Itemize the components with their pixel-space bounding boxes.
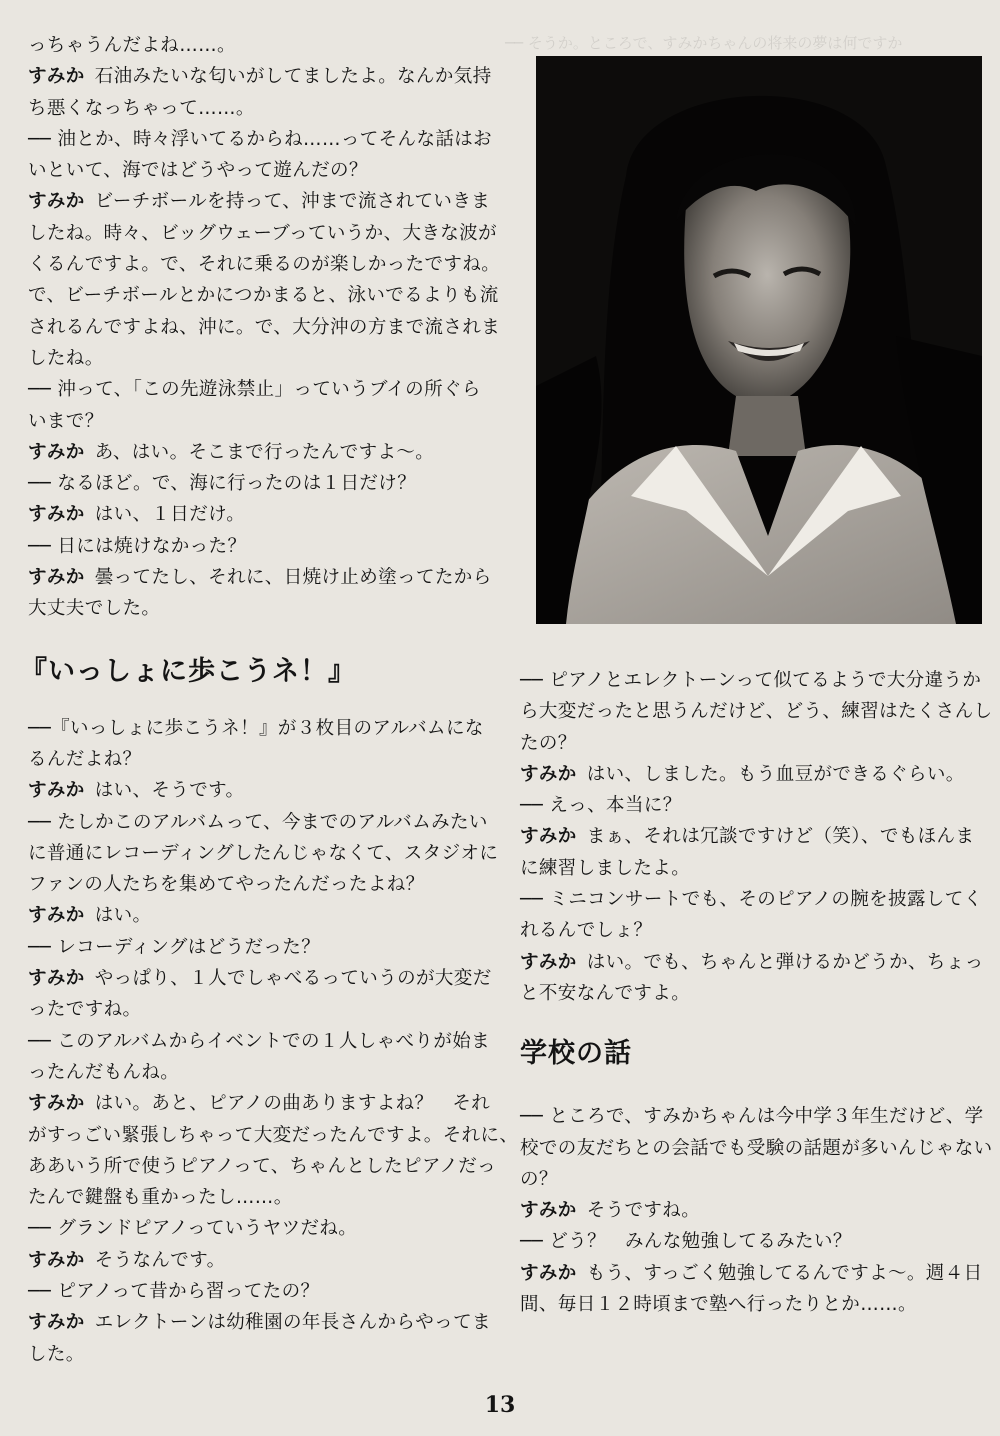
line-text: あ、はい。そこまで行ったんですよ〜。 — [94, 441, 435, 463]
line-text: ── このアルバムからイベントでの１人しゃべりが始ま — [28, 1030, 491, 1052]
text-line — [28, 218, 497, 249]
line-text: はい。でも、ちゃんと弾けるかどうか、ちょっ — [586, 951, 984, 973]
line-text: 石油みたいな匂いがしてましたよ。なんか気持 — [94, 66, 492, 88]
line-text: されるんですよね、沖に。で、大分沖の方まで流されま — [28, 316, 501, 338]
line-text: ったですね。 — [28, 999, 142, 1021]
line-text: ── たしかこのアルバムって、今までのアルバムみたい — [28, 811, 488, 833]
speaker-label: すみか — [28, 504, 85, 526]
line-text: ── ピアノとエレクトーンって似てるようで大分違うか — [520, 670, 982, 691]
line-text: したね。 — [28, 347, 104, 369]
text-line — [28, 1245, 490, 1276]
text-line — [28, 1120, 519, 1151]
line-text: がすっごい緊張しちゃって大変だったんですよ。それに、 — [28, 1124, 519, 1146]
text-line — [28, 1276, 490, 1307]
line-text: ち悪くなっちゃって……。 — [28, 97, 255, 119]
text-line — [28, 1182, 490, 1213]
text-line — [520, 759, 970, 790]
line-text: たの？ — [520, 732, 577, 754]
text-line — [28, 593, 490, 624]
text-line — [28, 499, 490, 530]
speaker-label: すみか — [520, 763, 577, 785]
right-text-block-2 — [520, 1101, 993, 1320]
text-line — [28, 963, 490, 994]
text-line — [520, 1289, 970, 1320]
speaker-label: すみか — [28, 567, 85, 589]
speaker-label: すみか — [28, 1249, 85, 1271]
speaker-label: すみか — [28, 1093, 85, 1115]
text-line — [28, 562, 490, 593]
line-text: もう、すっごく勉強してるんですよ〜。週４日 — [586, 1262, 983, 1284]
speaker-label: すみか — [28, 780, 85, 802]
page-number: 13 — [484, 1392, 516, 1418]
text-line — [28, 775, 490, 806]
line-text: ── 日には焼けなかった？ — [28, 535, 247, 557]
line-text: 校での友だちとの会話でも受験の話題が多いんじゃない — [520, 1137, 993, 1159]
text-line — [520, 696, 993, 727]
left-text-block — [28, 30, 501, 625]
line-text: たんで鍵盤も重かったし……。 — [28, 1187, 293, 1209]
text-line — [28, 406, 490, 437]
speaker-label: すみか — [28, 191, 85, 213]
text-line — [28, 994, 490, 1025]
line-text: ── ミニコンサートでも、そのピアノの腕を披露してく — [520, 889, 983, 911]
left-column — [20, 30, 519, 1370]
text-line — [28, 468, 490, 499]
text-line — [28, 1213, 490, 1244]
text-line — [520, 1164, 970, 1195]
line-text: ── どう？ みんな勉強してるみたい？ — [520, 1231, 852, 1253]
line-text: ── 油とか、時々浮いてるからね……ってそんな話はお — [28, 128, 493, 150]
line-text: そうなんです。 — [94, 1249, 226, 1271]
text-line — [28, 1026, 490, 1057]
text-line — [28, 312, 501, 343]
line-text: ── ピアノって昔から習ってたの？ — [28, 1280, 320, 1302]
line-text: の？ — [520, 1168, 558, 1190]
text-line — [28, 838, 499, 869]
line-text: はい、１日だけ。 — [94, 504, 246, 526]
line-text: いといて、海ではどうやって遊んだの？ — [28, 160, 368, 182]
text-line — [520, 978, 970, 1009]
speaker-label: すみか — [28, 905, 85, 927]
line-text: ああいう所で使うピアノって、ちゃんとしたピアノだっ — [28, 1155, 497, 1177]
line-text: 間、毎日１２時頃まで塾へ行ったりとか……。 — [520, 1294, 917, 1316]
line-text: ったんだもんね。 — [28, 1061, 180, 1083]
speaker-label: すみか — [520, 951, 577, 973]
line-text: に練習しましたよ。 — [520, 857, 691, 879]
speaker-label: すみか — [28, 1312, 85, 1334]
text-line — [28, 124, 493, 155]
text-line — [28, 374, 490, 405]
speaker-label: すみか — [520, 826, 577, 848]
text-line — [520, 1101, 984, 1132]
line-text: はい、そうです。 — [94, 780, 245, 802]
text-line — [28, 1339, 490, 1370]
portrait-photo — [536, 56, 982, 624]
right-text-block — [520, 665, 993, 1009]
line-text: っちゃうんだよね……。 — [28, 35, 236, 56]
line-text: 大丈夫でした。 — [28, 598, 161, 620]
text-line — [28, 437, 490, 468]
section-heading-album: 『いっしょに歩こうネ！』 — [20, 655, 356, 687]
text-line — [28, 30, 490, 61]
line-text: ── えっ、本当に？ — [520, 795, 682, 817]
line-text: るんだよね？ — [28, 748, 142, 770]
text-line — [28, 93, 490, 124]
section-heading-school: 学校の話 — [520, 1038, 632, 1070]
text-line — [28, 1151, 497, 1182]
line-text: エレクトーンは幼稚園の年長さんからやってま — [94, 1312, 491, 1334]
line-text: ── なるほど。で、海に行ったのは１日だけ？ — [28, 473, 417, 495]
show-through-text: ── そうか。ところで、すみかちゃんの将来の夢は何ですか — [505, 34, 903, 52]
line-text: ファンの人たちを集めてやったんだったよね？ — [28, 874, 425, 896]
text-line — [28, 900, 490, 931]
text-line — [28, 531, 490, 562]
text-line — [520, 1226, 970, 1257]
line-text: ── グランドピアノっていうヤツだね。 — [28, 1218, 358, 1240]
line-text: ── 沖って、「この先遊泳禁止」っていうブイの所ぐら — [28, 379, 481, 401]
text-line — [520, 821, 975, 852]
line-text: れるんでしょ？ — [520, 920, 653, 942]
line-text: ビーチボールを持って、沖まで流されていきま — [94, 191, 491, 213]
text-line — [520, 915, 970, 946]
line-text: はい。あと、ピアノの曲ありますよね？ それ — [94, 1093, 491, 1115]
text-line — [520, 1258, 983, 1289]
text-line — [28, 249, 501, 280]
line-text: まぁ、それは冗談ですけど（笑）、でもほんま — [586, 826, 975, 848]
line-text: ら大変だったと思うんだけど、どう、練習はたくさんし — [520, 701, 993, 723]
text-line — [28, 343, 490, 374]
line-text: やっぱり、１人でしゃべるっていうのが大変だ — [94, 968, 492, 990]
right-column — [520, 665, 993, 1320]
line-text: ── レコーディングはどうだった？ — [28, 936, 321, 958]
text-line — [28, 1307, 490, 1338]
line-text: した。 — [28, 1343, 85, 1365]
line-text: ──『いっしょに歩こうネ！』が３枚目のアルバムにな — [28, 717, 484, 739]
line-text: したね。時々、ビッグウェーブっていうか、大きな波が — [28, 222, 497, 244]
text-line — [520, 947, 984, 978]
speaker-label: すみか — [28, 441, 85, 463]
text-line — [520, 790, 970, 821]
speaker-label: すみか — [520, 1200, 577, 1222]
speaker-label: すみか — [28, 66, 85, 88]
text-line — [28, 61, 490, 92]
text-line — [520, 1133, 993, 1164]
line-text: 曇ってたし、それに、日焼け止め塗ってたから — [94, 567, 492, 589]
text-line — [28, 932, 490, 963]
text-line — [28, 869, 490, 900]
left-text-block-2 — [28, 713, 519, 1370]
line-text: いまで？ — [28, 410, 104, 432]
text-line — [28, 186, 490, 217]
text-line — [520, 728, 970, 759]
line-text: はい。 — [94, 905, 152, 927]
portrait-image — [536, 56, 982, 624]
text-line — [28, 1088, 490, 1119]
text-line — [520, 853, 970, 884]
line-text: はい、しました。もう血豆ができるぐらい。 — [586, 763, 965, 785]
text-line — [28, 713, 490, 744]
line-text: くるんですよ。で、それに乗るのが楽しかったですね。 — [28, 254, 501, 276]
speaker-label: すみか — [28, 968, 85, 990]
text-line — [520, 665, 982, 696]
line-text: ── ところで、すみかちゃんは今中学３年生だけど、学 — [520, 1106, 984, 1128]
text-line — [520, 884, 983, 915]
text-line — [28, 807, 490, 838]
text-line — [28, 155, 490, 186]
line-text: に普通にレコーディングしたんじゃなくて、スタジオに — [28, 842, 499, 864]
text-line — [28, 280, 499, 311]
line-text: と不安なんですよ。 — [520, 982, 691, 1004]
text-line — [28, 744, 490, 775]
line-text: そうですね。 — [586, 1200, 701, 1222]
speaker-label: すみか — [520, 1262, 577, 1284]
text-line — [28, 1057, 490, 1088]
text-line — [520, 1195, 970, 1226]
line-text: で、ビーチボールとかにつかまると、泳いでるよりも流 — [28, 285, 499, 307]
